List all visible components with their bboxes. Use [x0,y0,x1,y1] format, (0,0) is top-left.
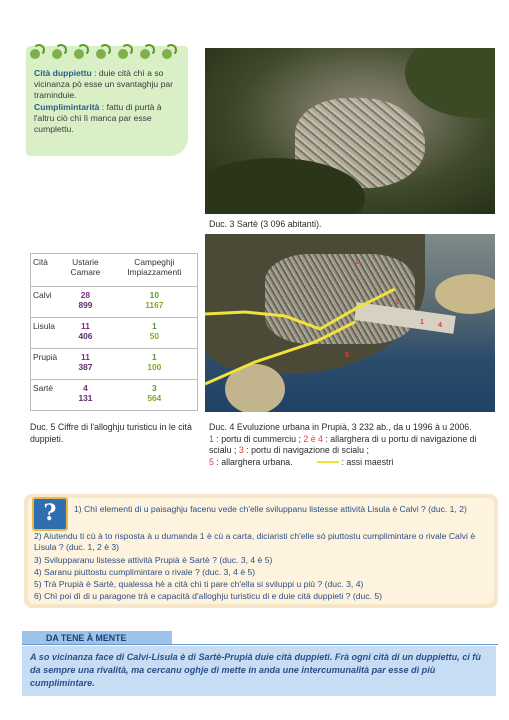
spiral-ring-icon [52,47,66,61]
table-cell-hotels: 4 131 [59,380,111,411]
question-4: 4) Saranu piuttostu cumplimintare o rivale ? (duc. 3, 4 è 5) [34,567,256,577]
definition-cita-duppiettu: : duie cità chì a so vicinanza pò esse un svantaghju par traminduie. [34,68,174,101]
term-cita-duppiettu: Cità duppiettu [34,68,92,78]
table-cell-hotels: 11 387 [59,349,111,380]
legend-number: 1 [209,433,214,444]
accommodation-table [30,253,198,411]
photo-marker-2: 2 [355,259,359,266]
spiral-ring-icon [30,47,44,61]
header-city: Cità [31,254,60,287]
table-row [31,349,198,380]
question-5: 5) Trà Prupià è Sartè, qualessa hè a cità chì ti pare ch'ella si sviluppi u più ? (duc. 3, 4) [34,579,364,589]
legend-number: 2 è 4 [303,433,323,444]
doc4-title: Duc. 4 Evuluzione urbana in Prupià, 3 232 ab., da u 1996 à u 2006. [209,422,472,432]
sarte-aerial-photo [205,48,495,214]
question-3: 3) Svilupparanu listesse attività Prupià è Sartè ? (duc. 3, 4 è 5) [34,555,273,565]
remember-divider [22,644,498,645]
table-cell-campsites: 3 564 [112,380,198,411]
term-cumplimintarita: Cumplimintarità [34,101,100,112]
remember-heading: DA TENE À MENTE [22,631,172,645]
prupia-aerial-photo [205,234,495,412]
table-cell-city: Sartè [31,380,60,411]
table-row [31,318,198,349]
main-axes-overlay [205,234,495,412]
photo-marker-3: 3 [395,299,399,306]
table-row [31,380,198,411]
definition-cumplimintarita: : fattu di purtà à l'altru ciò chì lì manca par esse cumplettu. [34,101,162,135]
doc4-caption [209,422,501,468]
table-cell-city: Calvi [31,287,60,318]
table-cell-hotels: 28 899 [59,287,111,318]
spiral-ring-icon [162,47,176,61]
header-hotels: Ustarie Camare [59,254,111,287]
table-row [31,287,198,318]
question-mark-icon: ? [32,497,68,531]
question-6: 6) Chì poi dì di u paragone trà e capacità d'alloghju turisticu di e duie cità duppieti ? (duc. 5) [34,591,382,601]
table-cell-campsites: 1 50 [112,318,198,349]
photo-marker-4: 4 [438,322,442,329]
axis-legend-label: : assi maestri [339,456,394,467]
table-cell-campsites: 10 1167 [112,287,198,318]
doc5-caption: Duc. 5 Ciffre di l'alloghju turisticu in le cità duppieti. [30,422,192,444]
photo-marker-1: 1 [420,319,424,326]
table-cell-city: Lisula [31,318,60,349]
question-1: 1) Chì elementi di u paisaghju facenu vede ch'elle sviluppanu listesse attività Lisula è Calvi ? (duc. 1, 2) [74,504,467,514]
spiral-ring-icon [74,47,88,61]
photo-marker-5: 5 [345,352,349,359]
spiral-binding [30,47,190,65]
remember-text: A so vicinanza face di Calvi-Lisula è di Sartè-Prupià duie cità duppieti. Frà ogni cità di un duppiettu, ci fù da sempre una rivalità, ma cercanu oghje di mette in anda une intercumunalità par esse di più cumplimintare. [22,646,496,696]
table-cell-city: Prupià [31,349,60,380]
spiral-ring-icon [118,47,132,61]
legend-number: 5 [209,456,214,467]
table-header-row [31,254,198,287]
spiral-ring-icon [96,47,110,61]
legend-text: : allarghera urbana. [213,456,293,467]
legend-number: 3 [238,445,244,455]
header-campsites: Campeghji Impiazzamenti [112,254,198,287]
legend-text: : portu di cummerciu ; [213,433,304,444]
axis-legend-swatch [317,461,339,463]
table-cell-hotels: 11 406 [59,318,111,349]
question-2: 2) Aiutendu ti cù à to risposta à u dumanda 1 è cù a carta, diciaristi ch'elle sò piuttostu cumplimintare o rivale Calvi è Lisula ? (duc. 1, 2 è 3) [34,531,476,552]
legend-text: : portu di navigazione di scialu ; [243,445,369,455]
legend-text: : allarghera di u portu di navigazione di scialu ; [209,433,477,455]
table-cell-campsites: 1 100 [112,349,198,380]
spiral-ring-icon [140,47,154,61]
doc3-caption: Duc. 3 Sartè (3 096 abitanti). [209,219,322,229]
